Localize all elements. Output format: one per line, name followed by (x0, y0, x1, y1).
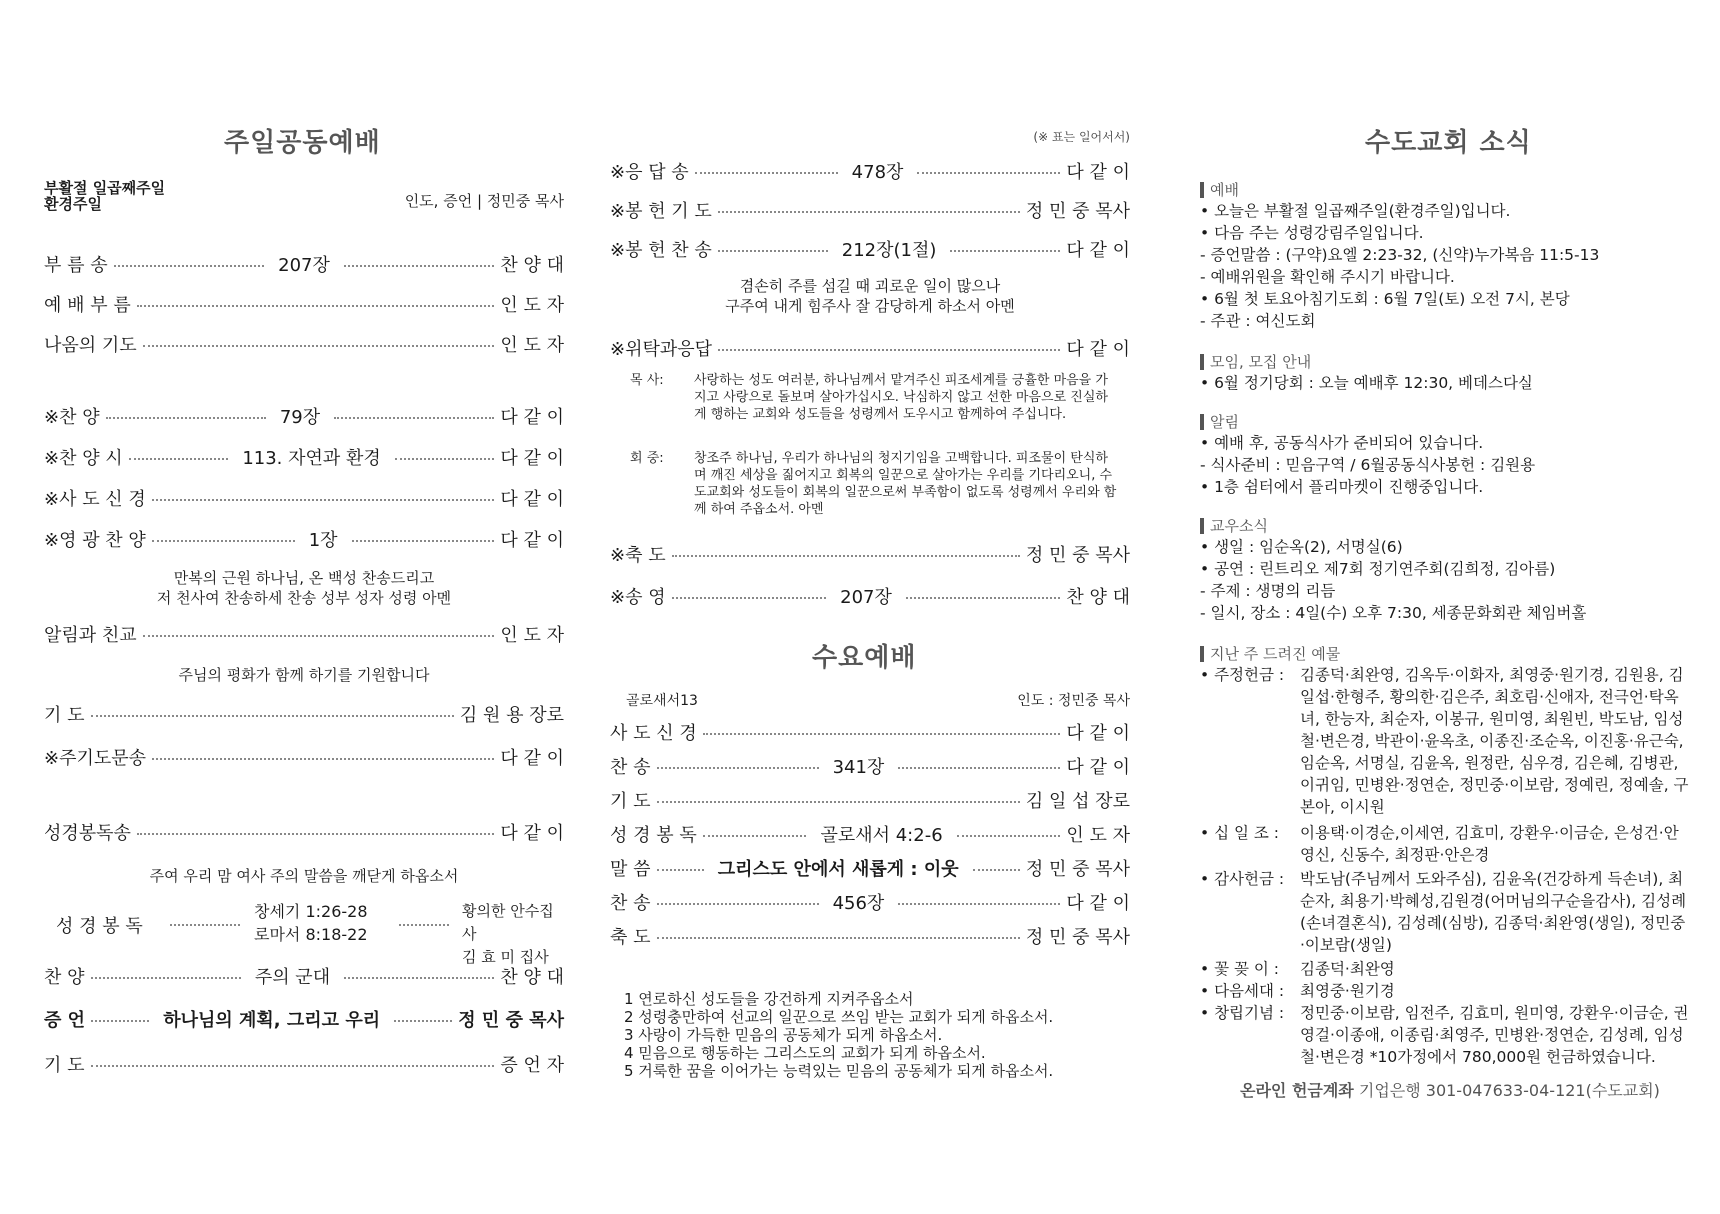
offering-label: • 꽃 꽂 이 : (1200, 960, 1279, 978)
order-leader: 다 같 이 (1066, 893, 1131, 914)
offering-names: 최영중·원기경 (1300, 982, 1395, 1000)
news-line: • 6월 정기당회 : 오늘 예배후 12:30, 베데스다실 (1200, 374, 1533, 392)
order-detail: 주의 군대 (247, 963, 338, 989)
order-row (610, 786, 1130, 814)
offering-names: 박도남(주님께서 도와주심), 김윤옥(건강하게 득손녀), 최순자, 최용기·박혜성,김원경(어머님의구순을감사), 김성례(손녀결혼식), 김성례(심방), 김종덕·최완영(생일), 정민중·이보람(생일) (1300, 870, 1687, 954)
stand-note: (※ 표는 일어서서) (1033, 130, 1130, 144)
news-line: - 주제 : 생명의 리듬 (1200, 582, 1336, 600)
news-line: • 예배 후, 공동식사가 준비되어 있습니다. (1200, 434, 1484, 452)
order-label: 찬 송 (610, 893, 651, 914)
news-line: - 예배위원을 확인해 주시기 바랍니다. (1200, 268, 1455, 286)
news-line: • 생일 : 임순옥(2), 서명실(6) (1200, 538, 1403, 556)
order-leader: 다 같 이 (500, 489, 564, 510)
order-label: ※응 답 송 (610, 162, 689, 183)
order-leader: 정 민 중 목사 (1025, 927, 1130, 948)
order-label: ※찬 양 시 (44, 448, 123, 469)
order-row (610, 888, 1130, 916)
pastor-text: 사랑하는 성도 여러분, 하나님께서 맡겨주신 피조세계를 긍휼한 마음을 가지고 사랑으로 돌보며 살아가십시오. 낙심하지 않고 선한 마음으로 진실하게 행하는 교회와 성도들을 성령께서 도우시고 함께하여 주십니다. (694, 373, 1108, 422)
order-leader: 인 도 자 (1066, 825, 1130, 846)
news-line: - 주관 : 여신도회 (1200, 312, 1316, 330)
offering-names: 이용택·이경순,이세연, 김효미, 강환우·이금순, 은성건·안영신, 신동수, 최정판·안은경 (1300, 824, 1679, 864)
offering-entry (1200, 822, 1700, 866)
sunday-name (44, 180, 165, 212)
order-row (44, 525, 564, 553)
offering-label: • 십 일 조 : (1200, 824, 1279, 842)
news-line: • 6월 첫 토요아침기도회 : 6월 7일(토) 오전 7시, 본당 (1200, 290, 1570, 308)
news-line: • 공연 : 린트리오 제7회 정기연주회(김희정, 김아름) (1200, 560, 1556, 578)
scripture-passages (254, 900, 368, 946)
order-row (44, 250, 564, 278)
order-row (44, 290, 564, 318)
order-detail: 212장(1절) (834, 236, 945, 262)
order-leader: 다 같 이 (500, 448, 564, 469)
order-detail: 207장 (832, 583, 900, 609)
order-leader: 다 같 이 (500, 407, 564, 428)
order-leader: 다 같 이 (1066, 757, 1131, 778)
order-leader: 증 언 자 (500, 1055, 564, 1076)
order-leader: 인 도 자 (500, 295, 564, 316)
pastor-label: 목 사: (630, 373, 664, 388)
news-notice-heading: 알림 (1200, 414, 1239, 430)
offering-entry (1200, 1002, 1700, 1068)
order-leader: 다 같 이 (1066, 339, 1130, 360)
order-leader: 다 같 이 (500, 530, 565, 551)
church-news-title: 수도교회 소식 (1365, 128, 1532, 158)
order-detail: 그리스도 안에서 새롭게 : 이웃 (710, 855, 967, 881)
order-row (610, 334, 1130, 362)
order-leader: 정 민 중 목사 (1025, 545, 1130, 566)
news-line: • 다음 주는 성령강림주일입니다. (1200, 224, 1424, 242)
order-detail: 478장 (844, 158, 912, 184)
news-offering-heading: 지난 주 드려진 예물 (1200, 646, 1340, 662)
online-account (1240, 1078, 1660, 1101)
order-row (610, 752, 1130, 780)
order-detail: 341장 (825, 753, 893, 779)
order-label: ※위탁과응답 (610, 339, 713, 360)
order-leader: 김 원 용 장로 (459, 705, 564, 726)
wednesday-worship-title: 수요예배 (812, 643, 917, 673)
scripture-readers (462, 900, 564, 969)
order-row (44, 330, 564, 358)
offering-entry (1200, 664, 1700, 818)
order-row (610, 820, 1130, 848)
pastor-charge (630, 372, 1120, 423)
order-leader: 정 민 중 목사 (458, 1010, 565, 1031)
order-label: 기 도 (44, 705, 85, 726)
congregation-label: 회 중: (630, 451, 664, 466)
peace-text: 주님의 평화가 함께 하기를 기원합니다 (178, 666, 430, 684)
order-label: ※영 광 찬 양 (44, 530, 146, 551)
order-label: 기 도 (44, 1055, 85, 1076)
scripture-passage-1: 창세기 1:26-28 (254, 902, 368, 921)
order-label: ※찬 양 (44, 407, 100, 428)
offering-label: • 다음세대 : (1200, 982, 1285, 1000)
offering-label: • 주정헌금 : (1200, 666, 1285, 684)
offering-label: • 감사헌금 : (1200, 870, 1285, 888)
sunday-name-line-1: 부활절 일곱째주일 (44, 179, 166, 197)
order-label: 나옴의 기도 (44, 335, 137, 356)
glory-text-line-1: 만복의 근원 하나님, 온 백성 찬송드리고 (173, 569, 435, 587)
scripture-reader-1: 황의한 안수집사 (462, 902, 554, 943)
online-account-number: 기업은행 301-047633-04-121(수도교회) (1358, 1081, 1660, 1100)
order-leader: 인 도 자 (500, 625, 564, 646)
order-row (610, 854, 1130, 882)
news-worship-heading: 예배 (1200, 182, 1239, 198)
order-row (610, 540, 1130, 568)
order-leader: 다 같 이 (1066, 723, 1130, 744)
order-label: 알림과 친교 (44, 625, 137, 646)
news-line: - 증언말씀 : (구약)요엘 2:23-32, (신약)누가복음 11:5-13 (1200, 246, 1600, 264)
offering-names: 정민중·이보람, 임전주, 김효미, 원미영, 강환우·이금순, 권영걸·이종애, 이종림·최영주, 민병완·정연순, 김성례, 임성철·변은경 *10가정에서 780,000원 헌금하였습니다. (1300, 1004, 1689, 1066)
order-detail: 1장 (301, 526, 346, 552)
order-leader: 인 도 자 (500, 335, 564, 356)
order-leader: 찬 양 대 (1066, 587, 1131, 608)
order-row (44, 743, 564, 771)
order-label: ※송 영 (610, 587, 666, 608)
order-leader: 정 민 중 목사 (1025, 859, 1130, 880)
order-row (44, 620, 564, 648)
order-leader: 김 일 섭 장로 (1025, 791, 1130, 812)
congregation-response (630, 450, 1120, 518)
order-label: 축 도 (610, 927, 651, 948)
order-label: ※봉 헌 기 도 (610, 201, 712, 222)
offering-names: 김종덕·최완영 (1300, 960, 1395, 978)
order-row (610, 718, 1130, 746)
sunday-worship-title: 주일공동예배 (224, 128, 381, 158)
order-label: ※사 도 신 경 (44, 489, 146, 510)
order-leader: 다 같 이 (500, 748, 564, 769)
congregation-text: 창조주 하나님, 우리가 하나님의 청지기임을 고백합니다. 피조물이 탄식하며 깨진 세상을 짊어지고 회복의 일꾼으로 살아가는 우리를 기다리오니, 수도교회와 성도들이 회복의 일꾼으로써 부족함이 없도록 성령께서 우리와 함께 하여 주옵소서. 아멘 (694, 451, 1117, 517)
order-label: ※축 도 (610, 545, 666, 566)
sunday-name-line-2: 환경주일 (44, 195, 102, 213)
news-line: • 1층 쉼터에서 플리마켓이 진행중입니다. (1200, 478, 1484, 496)
order-row (44, 700, 564, 728)
order-detail: 하나님의 계획, 그리고 우리 (155, 1006, 388, 1032)
order-label: 성경봉독송 (44, 823, 131, 844)
order-row (610, 196, 1130, 224)
news-line: • 오늘은 부활절 일곱째주일(환경주일)입니다. (1200, 202, 1511, 220)
order-leader: 다 같 이 (1066, 240, 1130, 261)
order-detail: 207장 (270, 251, 338, 277)
order-leader: 정 민 중 목사 (1025, 201, 1130, 222)
order-label: 찬 송 (610, 757, 651, 778)
order-label: ※주기도문송 (44, 748, 147, 769)
order-leader: 다 같 이 (500, 823, 564, 844)
offering-entry (1200, 980, 1700, 1002)
glory-text-line-2: 저 천사여 찬송하세 찬송 성부 성자 성령 아멘 (156, 589, 452, 607)
news-line: - 식사준비 : 믿음구역 / 6월공동식사봉헌 : 김원용 (1200, 456, 1536, 474)
order-row (44, 1005, 564, 1033)
order-label: ※봉 헌 찬 송 (610, 240, 712, 261)
scripture-passage-2: 로마서 8:18-22 (254, 925, 368, 944)
order-row (44, 1050, 564, 1078)
scripture-reading-row (44, 900, 564, 966)
order-label: 성 경 봉 독 (610, 825, 697, 846)
order-label: 증 언 (44, 1010, 86, 1031)
offering-entry (1200, 868, 1700, 956)
order-row (610, 582, 1130, 610)
order-row (610, 922, 1130, 950)
scripture-song-text: 주여 우리 맘 여사 주의 말씀을 깨닫게 하옵소서 (149, 867, 459, 885)
glory-text (44, 568, 564, 608)
wednesday-book: 골로새서13 (626, 693, 698, 709)
wednesday-leader: 인도 : 정민중 목사 (1017, 693, 1130, 709)
offering-hymn-line-1: 겸손히 주를 섬길 때 괴로운 일이 많으나 (739, 277, 1001, 295)
offering-entry (1200, 958, 1700, 980)
offering-label: • 창립기념 : (1200, 1004, 1285, 1022)
order-leader: 찬 양 대 (500, 967, 565, 988)
order-row (610, 235, 1130, 263)
order-row (44, 818, 564, 846)
order-row (44, 484, 564, 512)
order-label: 예 배 부 름 (44, 295, 131, 316)
order-leader: 찬 양 대 (500, 255, 564, 276)
order-row (610, 157, 1130, 185)
order-detail: 79장 (272, 403, 328, 429)
news-line: - 일시, 장소 : 4일(수) 오후 7:30, 세종문화회관 체임버홀 (1200, 604, 1587, 622)
order-label: 찬 양 (44, 967, 85, 988)
offering-names: 김종덕·최완영, 김옥두·이화자, 최영중·원기경, 김원용, 김일섭·한형주, 황의한·김은주, 최호림·신애자, 전극언·탁옥녀, 한능자, 최순자, 이봉규, 원미영, 최원빈, 박도남, 임성철·변은경, 박관이·윤옥초, 이종진·조순옥, 이진홍·유근숙, 임순옥, 서명실, 김윤옥, 원정란, 심우경, 김은혜, 김병관, 이귀임, 민병완·정연순, 정민중·이보람, 정예린, 정예솔, 구본아, 이시원 (1300, 666, 1689, 816)
news-meeting-heading: 모임, 모집 안내 (1200, 354, 1311, 370)
offering-hymn-line-2: 구주여 내게 힘주사 잘 감당하게 하소서 아멘 (725, 297, 1015, 315)
order-detail: 113. 자연과 환경 (234, 444, 388, 470)
online-account-label: 온라인 헌금계좌 (1240, 1081, 1354, 1100)
offering-hymn-text (610, 276, 1130, 316)
order-label: 부 름 송 (44, 255, 108, 276)
order-label: 사 도 신 경 (610, 723, 697, 744)
order-label: 기 도 (610, 791, 651, 812)
order-label: 말 씀 (610, 859, 651, 880)
order-row (44, 962, 564, 990)
order-detail: 골로새서 4:2-6 (812, 821, 950, 847)
order-row (44, 443, 564, 471)
sunday-leader: 인도, 증언 | 정민중 목사 (404, 192, 564, 210)
order-leader: 다 같 이 (1066, 162, 1130, 183)
order-detail: 456장 (825, 889, 893, 915)
order-row (44, 402, 564, 430)
news-member-heading: 교우소식 (1200, 518, 1268, 534)
scripture-reader-2: 김 효 미 집사 (462, 948, 549, 966)
scripture-reading-label: 성 경 봉 독 (56, 916, 143, 937)
